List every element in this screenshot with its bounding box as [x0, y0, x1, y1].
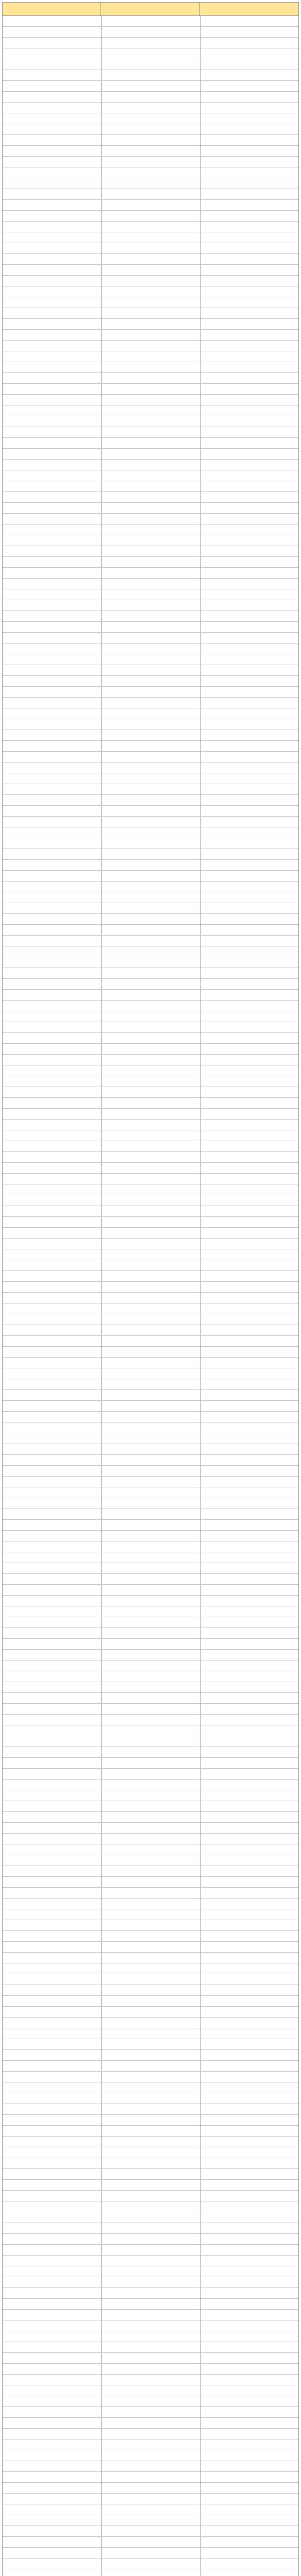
header-cell-col-1 [3, 3, 101, 15]
score-table [2, 2, 299, 2576]
header-cell-col-2 [101, 3, 199, 15]
header-cell-col-3 [200, 3, 298, 15]
table-header-row [3, 3, 298, 16]
table-body-gridlines [3, 16, 298, 2576]
